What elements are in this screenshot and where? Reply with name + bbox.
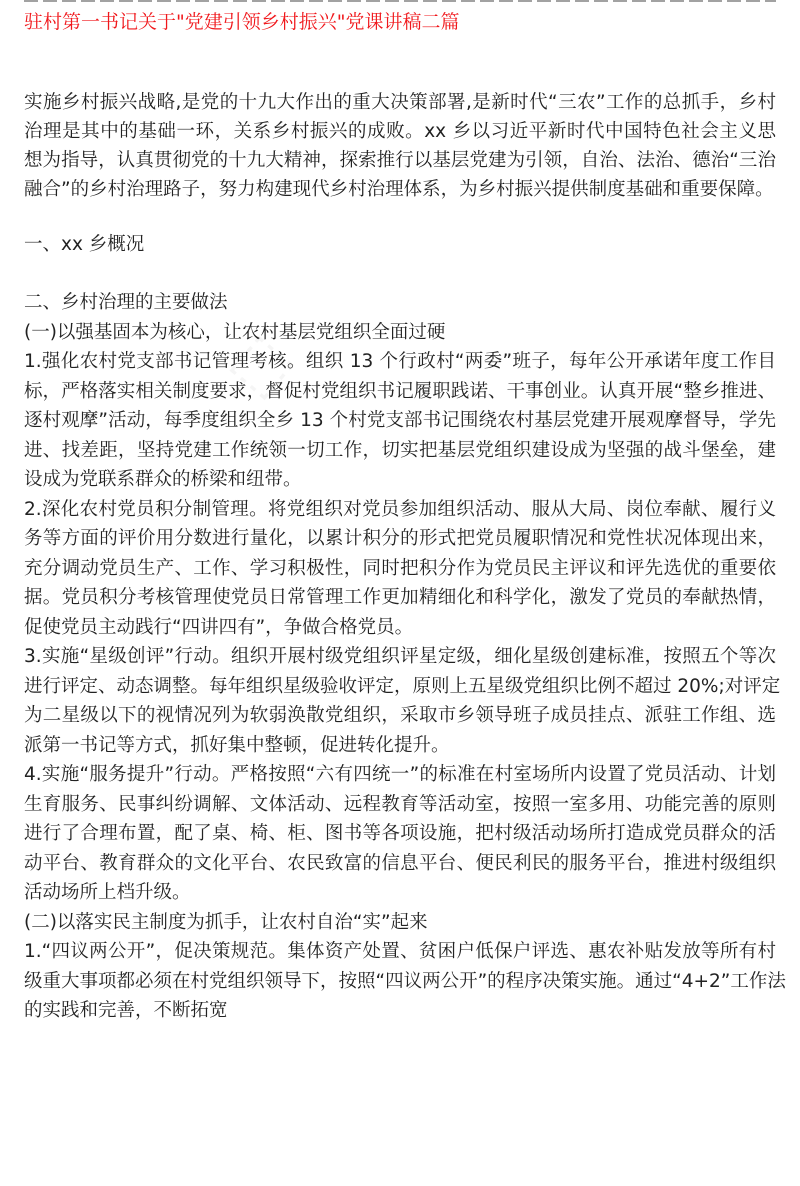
- document-title-link[interactable]: 驻村第一书记关于"党建引领乡村振兴"党课讲稿二篇: [24, 11, 460, 33]
- cut-off-previous-text: [24, 0, 776, 4]
- paragraph: [24, 908, 776, 938]
- paragraph: [24, 937, 786, 1026]
- text-line: 活动场所上档升级。: [24, 882, 191, 903]
- paragraph: [24, 760, 776, 908]
- text-line: 促使党员主动践行“四讲四有”，争做合格党员。: [24, 616, 414, 638]
- section-heading: 一、xx 乡概况: [24, 234, 145, 255]
- paragraph: [24, 288, 776, 318]
- text-line: 派第一书记等方式，抓好集中整顿，促进转化提升。: [24, 734, 450, 756]
- text-line: 1.“四议两公开”，促决策规范。集体资产处置、贫困户低保户评选、惠农补贴发放等所有村: [24, 941, 776, 962]
- text-line: 想为指导，认真贯彻党的十九大精神，探索推行以基层党建为引领，自治、法治、德治“三治: [24, 150, 776, 171]
- text-line: 的实践和完善，不断拓宽: [24, 1000, 228, 1021]
- section-heading-overview: [24, 230, 776, 260]
- watermark: ⬚: [213, 320, 304, 410]
- text-line: 2.深化农村党员积分制管理。将党组织对党员参加组织活动、服从大局、岗位奉献、履行义: [24, 498, 776, 520]
- paragraph: [24, 347, 776, 495]
- text-line: 治理是其中的基础一环，关系乡村振兴的成败。xx 乡以习近平新时代中国特色社会主义思: [24, 121, 776, 142]
- text-line: 融合”的乡村治理路子，努力构建现代乡村治理体系，为乡村振兴提供制度基础和重要保障。: [24, 179, 774, 200]
- paragraph: [24, 495, 776, 643]
- text-line: 务等方面的评价用分数进行量化，以累计积分的形式把党员履职情况和党性状况体现出来，: [24, 528, 776, 549]
- text-line: 为二星级以下的视情况列为软弱涣散党组织，采取市乡领导班子成员挂点、派驻工作组、选: [24, 705, 776, 726]
- intro-paragraph: [24, 88, 776, 204]
- text-line: 进行了合理布置，配了桌、椅、柜、图书等各项设施，把村级活动场所打造成党员群众的活: [24, 823, 776, 844]
- text-line: 1.强化农村党支部书记管理考核。组织 13 个行政村“两委”班子，每年公开承诺年度工作目: [24, 351, 776, 372]
- text-line: (二)以落实民主制度为抓手，让农村自治“实”起来: [24, 911, 428, 933]
- text-line: 动平台、教育群众的文化平台、农民致富的信息平台、便民利民的服务平台，推进村级组织: [24, 852, 776, 874]
- text-line: 据。党员积分考核管理使党员日常管理工作更加精细化和科学化，激发了党员的奉献热情，: [24, 587, 776, 608]
- document-body: [24, 288, 786, 1026]
- text-line: 生育服务、民事纠纷调解、文体活动、远程教育等活动室，按照一室多用、功能完善的原则: [24, 793, 776, 815]
- text-line: (一)以强基固本为核心，让农村基层党组织全面过硬: [24, 321, 446, 343]
- text-line: 二、乡村治理的主要做法: [24, 292, 228, 313]
- text-line: 实施乡村振兴战略,是党的十九大作出的重大决策部署,是新时代“三农”工作的总抓手，乡村: [24, 92, 776, 113]
- text-line: 设成为党联系群众的桥梁和纽带。: [24, 469, 302, 490]
- paragraph: [24, 318, 776, 348]
- text-line: 3.实施“星级创评”行动。组织开展村级党组织评星定级，细化星级创建标准，按照五个等次: [24, 646, 776, 667]
- text-line: 进、找差距，坚持党建工作统领一切工作，切实把基层党组织建设成为坚强的战斗堡垒，建: [24, 439, 776, 461]
- text-line: 级重大事项都必须在村党组织领导下，按照“四议两公开”的程序决策实施。通过“4+2”工作法: [24, 970, 786, 992]
- paragraph: [24, 642, 781, 760]
- text-line: 进行评定、动态调整。每年组织星级验收评定，原则上五星级党组织比例不超过 20%;对评定: [24, 675, 781, 697]
- text-line: 逐村观摩”活动，每季度组织全乡 13 个村党支部书记围绕农村基层党建开展观摩督导，学先: [24, 410, 776, 431]
- text-line: 4.实施“服务提升”行动。严格按照“六有四统一”的标准在村室场所内设置了党员活动、计划: [24, 764, 776, 785]
- text-line: 标，严格落实相关制度要求，督促村党组织书记履职践诺、干事创业。认真开展“整乡推进、: [24, 380, 776, 402]
- text-line: 充分调动党员生产、工作、学习积极性，同时把积分作为党员民主评议和评先选优的重要依: [24, 557, 776, 579]
